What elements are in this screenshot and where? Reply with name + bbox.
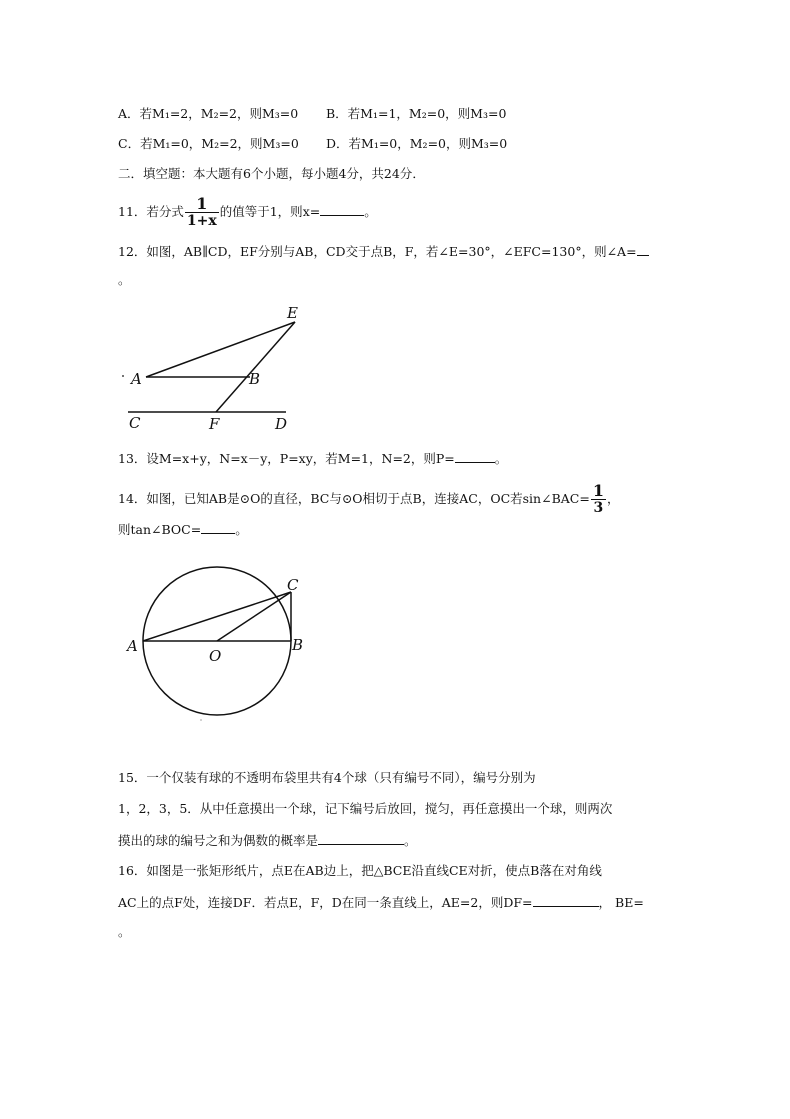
fig2-line-ac — [143, 592, 291, 641]
q15-answer-blank[interactable] — [318, 832, 404, 845]
fig1-line-ef — [216, 322, 295, 412]
option-c: C．若M₁=0，M₂=2，则M₃=0 — [118, 136, 299, 151]
question-14 — [118, 483, 619, 516]
q11-suffix: 的值等于1，则x= — [219, 204, 321, 219]
fig1-line-ae — [146, 322, 295, 377]
fig2-stray-dot — [200, 719, 201, 720]
fig2-label-a: A — [127, 637, 138, 655]
q16-df-blank[interactable] — [533, 894, 599, 907]
q14-numerator: 1 — [592, 481, 604, 500]
q11-fraction — [185, 196, 219, 229]
fig1-label-d: D — [275, 415, 288, 433]
question-16 — [118, 894, 644, 911]
q14-denominator: 3 — [591, 499, 606, 516]
q14-line1: 14．如图，已知AB是⊙O的直径，BC与⊙O相切于点B，连接AC，OC若sin∠BAC= — [118, 491, 590, 506]
fig2-label-b: B — [292, 636, 304, 654]
fig1-label-f: F — [209, 415, 220, 433]
q16-line2: AC上的点F处，连接DF．若点E，F，D在同一条直线上，AE=2，则DF= — [118, 895, 533, 910]
question-15 — [118, 832, 417, 849]
q12-answer-blank[interactable] — [637, 243, 649, 256]
question-13 — [118, 450, 507, 467]
fig2-label-o: O — [209, 647, 222, 665]
q11-numerator: 1 — [196, 194, 208, 213]
q15-line3: 摸出的球的编号之和为偶数的概率是 — [118, 833, 319, 848]
fig1-label-c: C — [129, 414, 141, 432]
q13-text: 13．设M=x+y，N=x－y，P=xy，若M=1，N=2，则P= — [118, 451, 455, 466]
figure-circle-tangent — [118, 566, 318, 726]
q13-answer-blank[interactable] — [455, 450, 495, 463]
q14-comma: ， — [606, 491, 620, 506]
q11-prefix: 11．若分式 — [118, 204, 184, 219]
q14-end: 。 — [235, 522, 248, 537]
fig1-label-e: E — [287, 304, 298, 322]
q16-mid: ， BE= — [598, 895, 644, 910]
q11-end: 。 — [364, 204, 377, 219]
option-d: D．若M₁=0，M₂=0，则M₃=0 — [326, 136, 508, 151]
section-header: 二．填空题：本大题有6个小题，每小题4分，共24分． — [118, 166, 425, 181]
fig1-label-b: B — [249, 370, 261, 388]
q11-denominator: 1+x — [186, 213, 217, 229]
figure-parallel-lines — [110, 300, 310, 435]
q14-line2: 则tan∠BOC= — [118, 522, 202, 537]
q12-text: 12．如图，AB∥CD，EF分别与AB，CD交于点B，F，若∠E=30°，∠EFC=130°，则∠A= — [118, 244, 637, 259]
q12-end: 。 — [118, 272, 131, 287]
q15-line1: 15．一个仅装有球的不透明布袋里共有4个球（只有编号不同），编号分别为 — [118, 770, 536, 785]
q16-line3: 。 — [118, 924, 131, 939]
option-b: B．若M₁=1，M₂=0，则M₃=0 — [326, 106, 507, 121]
fig1-stray-dot — [122, 375, 124, 377]
q11-answer-blank[interactable] — [320, 203, 364, 216]
question-11 — [118, 196, 377, 229]
question-12 — [118, 243, 649, 260]
fig1-label-a: A — [131, 370, 142, 388]
q16-line1: 16．如图是一张矩形纸片，点E在AB边上，把△BCE沿直线CE对折，使点B落在对角线 — [118, 863, 602, 878]
q14-line2-row — [118, 521, 248, 538]
q15-end: 。 — [404, 833, 417, 848]
fig2-line-oc — [217, 592, 291, 641]
option-a: A．若M₁=2，M₂=2，则M₃=0 — [118, 106, 299, 121]
q14-answer-blank[interactable] — [201, 521, 235, 534]
q14-fraction — [591, 483, 606, 516]
q13-end: 。 — [494, 451, 508, 466]
fig2-label-c: C — [287, 576, 299, 594]
q15-line2: 1，2，3，5．从中任意摸出一个球，记下编号后放回，搅匀，再任意摸出一个球，则两次 — [118, 801, 613, 816]
